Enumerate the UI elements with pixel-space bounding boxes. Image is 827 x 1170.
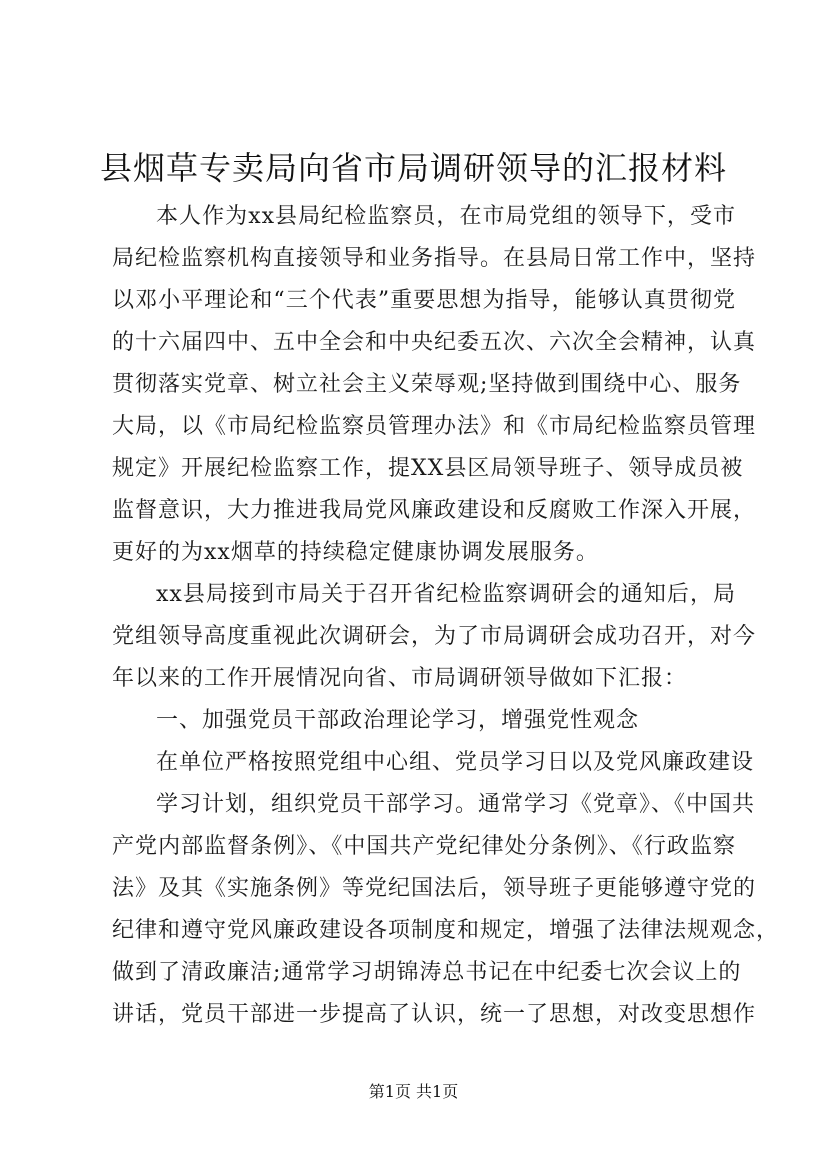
body-line: xx县局接到市局关于召开省纪检监察调研会的通知后，局: [156, 582, 736, 607]
document-body: [112, 196, 780, 1036]
body-line: 规定》开展纪检监察工作，提XX县区局领导班子、领导成员被: [112, 456, 744, 481]
body-line: 党组领导高度重视此次调研会，为了市局调研会成功召开，对今: [112, 624, 757, 649]
section-heading: 一、加强党员干部政治理论学习，增强党性观念: [156, 708, 640, 733]
document-title: 县烟草专卖局向省市局调研领导的汇报材料: [99, 149, 727, 187]
body-line: 大局，以《市局纪检监察员管理办法》和《市局纪检监察员管理: [112, 414, 757, 439]
body-line: 法》及其《实施条例》等党纪国法后，领导班子更能够遵守党的: [112, 876, 757, 901]
body-line: 贯彻落实党章、树立社会主义荣辱观;坚持做到围绕中心、服务: [112, 372, 742, 397]
body-line: 局纪检监察机构直接领导和业务指导。在县局日常工作中，坚持: [112, 246, 757, 271]
body-line: 产党内部监督条例》、《中国共产党纪律处分条例》、《行政监察: [112, 834, 736, 859]
body-line: 更好的为xx烟草的持续稳定健康协调发展服务。: [112, 540, 599, 565]
body-line: 做到了清政廉洁;通常学习胡锦涛总书记在中纪委七次会议上的: [112, 960, 742, 985]
body-line: 以邓小平理论和“三个代表”重要思想为指导，能够认真贯彻党: [112, 288, 736, 313]
body-line: 在单位严格按照党组中心组、党员学习日以及党风廉政建设: [156, 750, 755, 775]
body-line: 学习计划，组织党员干部学习。通常学习《党章》、《中国共: [156, 792, 756, 817]
body-line: 纪律和遵守党风廉政建设各项制度和规定，增强了法律法规观念，: [112, 918, 780, 943]
body-line: 年以来的工作开展情况向省、市局调研领导做如下汇报：: [112, 666, 688, 691]
body-line: 监督意识，大力推进我局党风廉政建设和反腐败工作深入开展，: [112, 498, 757, 523]
body-line: 讲话，党员干部进一步提高了认识，统一了思想，对改变思想作: [112, 1002, 757, 1027]
body-line: 的十六届四中、五中全会和中央纪委五次、六次全会精神，认真: [112, 330, 757, 355]
body-line: 本人作为xx县局纪检监察员，在市局党组的领导下，受市: [156, 204, 736, 229]
page-number-footer: 第1页 共1页: [368, 1082, 459, 1101]
